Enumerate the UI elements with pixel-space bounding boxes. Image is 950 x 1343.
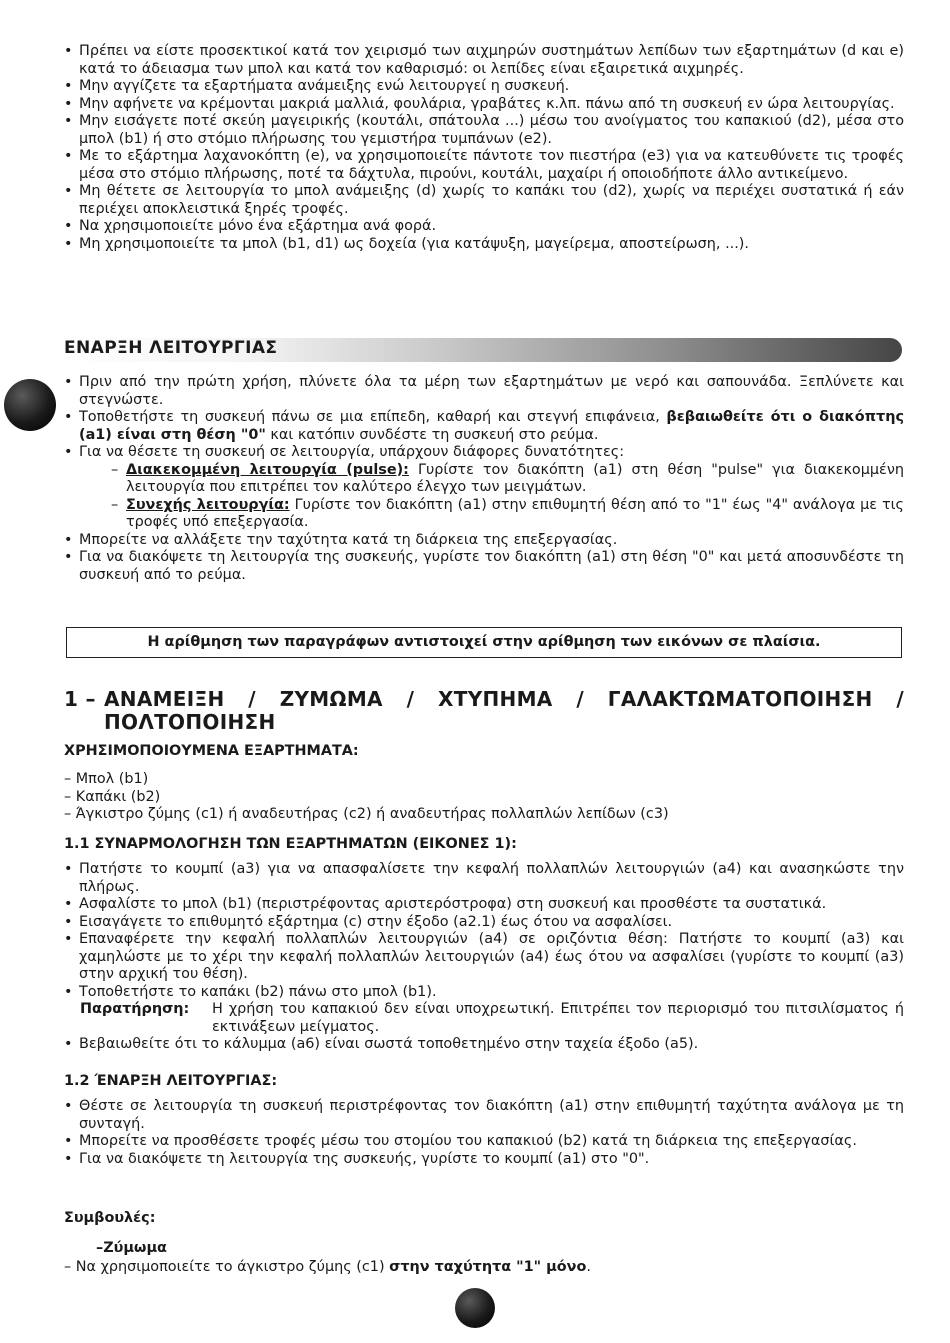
numbering-notice: Η αρίθμηση των παραγράφων αντιστοιχεί στην αρίθμηση των εικόνων σε πλαίσια. <box>66 627 902 658</box>
list-item: • Μη θέτετε σε λειτουργία το μπολ ανάμειξης (d) χωρίς το καπάκι του (d2), χωρίς να περιέχει συστατικά ή εάν περιέχει αποκλειστικά ξηρές τροφές. <box>64 183 904 218</box>
remark-label: Παρατήρηση: <box>80 1001 190 1017</box>
sub-list-item <box>111 462 904 497</box>
accessories-list <box>64 771 904 824</box>
list-item: • Πριν από την πρώτη χρήση, πλύνετε όλα τα μέρη των εξαρτημάτων με νερό και σαπουνάδα. Ξεπλύνετε και στεγνώστε. <box>64 374 904 409</box>
operation-list <box>64 1098 904 1168</box>
text: . <box>586 1259 591 1275</box>
list-item: – Καπάκι (b2) <box>64 788 161 805</box>
list-item <box>64 409 904 444</box>
bold-text: Συνεχής λειτουργία: <box>126 496 290 513</box>
chapter-title-line1: ΑΝΑΜΕΙΞΗ / ΖΥΜΩΜΑ / ΧΤΥΠΗΜΑ / ΓΑΛΑΚΤΩΜΑΤΟΠΟΙΗΣΗ / <box>104 687 904 711</box>
bold-text: Διακεκομμένη λειτουργία (pulse): <box>126 461 409 478</box>
list-item: • Ασφαλίστε το μπολ (b1) (περιστρέφοντας αριστερόστροφα) στη συσκευή και προσθέστε τα συστατικά. <box>64 896 904 914</box>
list-item: • Βεβαιωθείτε ότι το κάλυμμα (a6) είναι σωστά τοποθετημένο στην ταχεία έξοδο (a5). <box>64 1036 904 1054</box>
page-marker-disc <box>4 379 56 431</box>
sub-list-item <box>111 497 904 532</box>
text: Για να θέσετε τη συσκευή σε λειτουργία, υπάρχουν διάφορες δυνατότητες: <box>79 444 625 460</box>
list-item: • Μη χρησιμοποιείτε τα μπολ (b1, d1) ως δοχεία (για κατάψυξη, μαγείρεμα, αποστείρωση, ...). <box>64 236 904 254</box>
list-item: • Επαναφέρετε την κεφαλή πολλαπλών λειτουργιών (a4) σε οριζόντια θέση: Πατήστε το κουμπί (a3) και χαμηλώστε με το χέρι την κεφαλή πολλαπλών λειτουργιών (a4) έως ότου να ασφαλίσει (γυρίστε το κουμπί (a3) στην αρχική του θέση). <box>64 931 904 984</box>
list-item: – Μπολ (b1) <box>64 771 149 787</box>
list-item: • Μην αφήνετε να κρέμονται μακριά μαλλιά, φουλάρια, γραβάτες κ.λπ. πάνω από τη συσκευή εν ώρα λειτουργίας. <box>64 96 904 114</box>
list-item: • Μην εισάγετε ποτέ σκεύη μαγειρικής (κουτάλι, σπάτουλα ...) μέσω του ανοίγματος του καπακιού (d2), μέσα στο μπολ (b1) ή στο στόμιο πλήρωσης του γεμιστήρα τυμπάνων (e2). <box>64 113 904 148</box>
bold-text: στην ταχύτητα "1" μόνο <box>389 1259 587 1275</box>
remark-text: Η χρήση του καπακιού δεν είναι υποχρεωτική. Επιτρέπει τον περιορισμό του πιτσιλίσματος ή εκτινάξεων μείγματος. <box>212 1001 904 1035</box>
startup-bullets <box>64 374 904 584</box>
chapter-number: 1 – <box>64 687 96 711</box>
list-item: • Μην αγγίζετε τα εξαρτήματα ανάμειξης ενώ λειτουργεί η συσκευή. <box>64 78 904 96</box>
operation-title: 1.2 ΈΝΑΡΞΗ ΛΕΙΤΟΥΡΓΙΑΣ: <box>64 1073 278 1089</box>
bold-text: βεβαιωθείτε ότι ο διακόπτης (a1) είναι στη θέση "0" <box>79 409 904 443</box>
list-item: • Μπορείτε να προσθέσετε τροφές μέσω του στομίου του καπακιού (b2) κατά τη διάρκεια της επεξεργασίας. <box>64 1133 904 1151</box>
list-item: • Με το εξάρτημα λαχανοκόπτη (e), να χρησιμοποιείτε πάντοτε τον πιεστήρα (e3) για να κατευθύνετε τις τροφές μέσα στο στόμιο πλήρωσης, ποτέ τα δάχτυλα, πιρούνι, κουτάλι, μαχαίρι ή οποιοδήποτε άλλο αντικείμενο. <box>64 148 904 183</box>
page-marker-disc <box>455 1288 495 1328</box>
section-header-bar <box>60 338 902 362</box>
text: Γυρίστε τον διακόπτη (a1) στη θέση "pulse" για διακεκομμένη λειτουργία που επιτρέπει τον καλύτερο έλεγχο των μειγμάτων. <box>126 461 904 495</box>
accessories-title: ΧΡΗΣΙΜΟΠΟΙΟΥΜΕΝΑ ΕΞΑΡΤΗΜΑΤΑ: <box>64 743 359 759</box>
list-item: • Για να διακόψετε τη λειτουργία της συσκευής, γυρίστε το κουμπί (a1) στο "0". <box>64 1151 904 1169</box>
chapter-title-line2: ΠΟΛΤΟΠΟΙΗΣΗ <box>104 710 276 734</box>
list-item: • Για να διακόψετε τη λειτουργία της συσκευής, γυρίστε τον διακόπτη (a1) στη θέση "0" και μετά αποσυνδέστε τη συσκευή από το ρεύμα. <box>64 549 904 584</box>
list-item <box>64 444 904 532</box>
tips-subtitle: –Ζύμωμα <box>96 1240 167 1256</box>
assembly-title: 1.1 ΣΥΝΑΡΜΟΛΟΓΗΣΗ ΤΩΝ ΕΞΑΡΤΗΜΑΤΩΝ (ΕΙΚΟΝΕΣ 1): <box>64 836 517 852</box>
list-item: • Μπορείτε να αλλάξετε την ταχύτητα κατά τη διάρκεια της επεξεργασίας. <box>64 532 904 550</box>
list-item: • Θέστε σε λειτουργία τη συσκευή περιστρέφοντας τον διακόπτη (a1) στην επιθυμητή ταχύτητα ανάλογα με τη συνταγή. <box>64 1098 904 1133</box>
sub-list <box>79 462 904 532</box>
list-item: – Άγκιστρο ζύμης (c1) ή αναδευτήρας (c2) ή αναδευτήρας πολλαπλών λεπίδων (c3) <box>64 806 669 822</box>
text: – Να χρησιμοποιείτε το άγκιστρο ζύμης (c1) <box>64 1259 390 1275</box>
list-item: • Πατήστε το κουμπί (a3) για να απασφαλίσετε την κεφαλή πολλαπλών λειτουργιών (a4) και ανασηκώστε την πλήρως. <box>64 861 904 896</box>
text: και κατόπιν συνδέστε τη συσκευή στο ρεύμα. <box>265 426 599 443</box>
tips-line <box>64 1259 904 1277</box>
assembly-list <box>64 861 904 1054</box>
list-item: • Εισαγάγετε το επιθυμητό εξάρτημα (c) στην έξοδο (a2.1) έως ότου να ασφαλίσει. <box>64 914 904 932</box>
text: Γυρίστε τον διακόπτη (a1) στην επιθυμητή θέση από το "1" έως "4" ανάλογα με τις τροφές υπό επεξεργασία. <box>126 496 904 530</box>
remark <box>64 1001 904 1036</box>
list-item: • Να χρησιμοποιείτε μόνο ένα εξάρτημα ανά φορά. <box>64 218 904 236</box>
tips-title: Συμβουλές: <box>64 1210 156 1226</box>
chapter-heading <box>64 688 904 734</box>
list-item: • Τοποθετήστε το καπάκι (b2) πάνω στο μπολ (b1). <box>64 984 904 1002</box>
section-title: ΕΝΑΡΞΗ ΛΕΙΤΟΥΡΓΙΑΣ <box>64 338 278 358</box>
list-item: • Πρέπει να είστε προσεκτικοί κατά τον χειρισμό των αιχμηρών συστημάτων λεπίδων των εξαρτημάτων (d και e) κατά το άδειασμα των μπολ και κατά τον καθαρισμό: οι λεπίδες είναι εξαιρετικά αιχμηρές. <box>64 43 904 78</box>
safety-bullets <box>64 43 904 253</box>
text: Τοποθετήστε τη συσκευή πάνω σε μια επίπεδη, καθαρή και στεγνή επιφάνεια, <box>79 409 667 425</box>
